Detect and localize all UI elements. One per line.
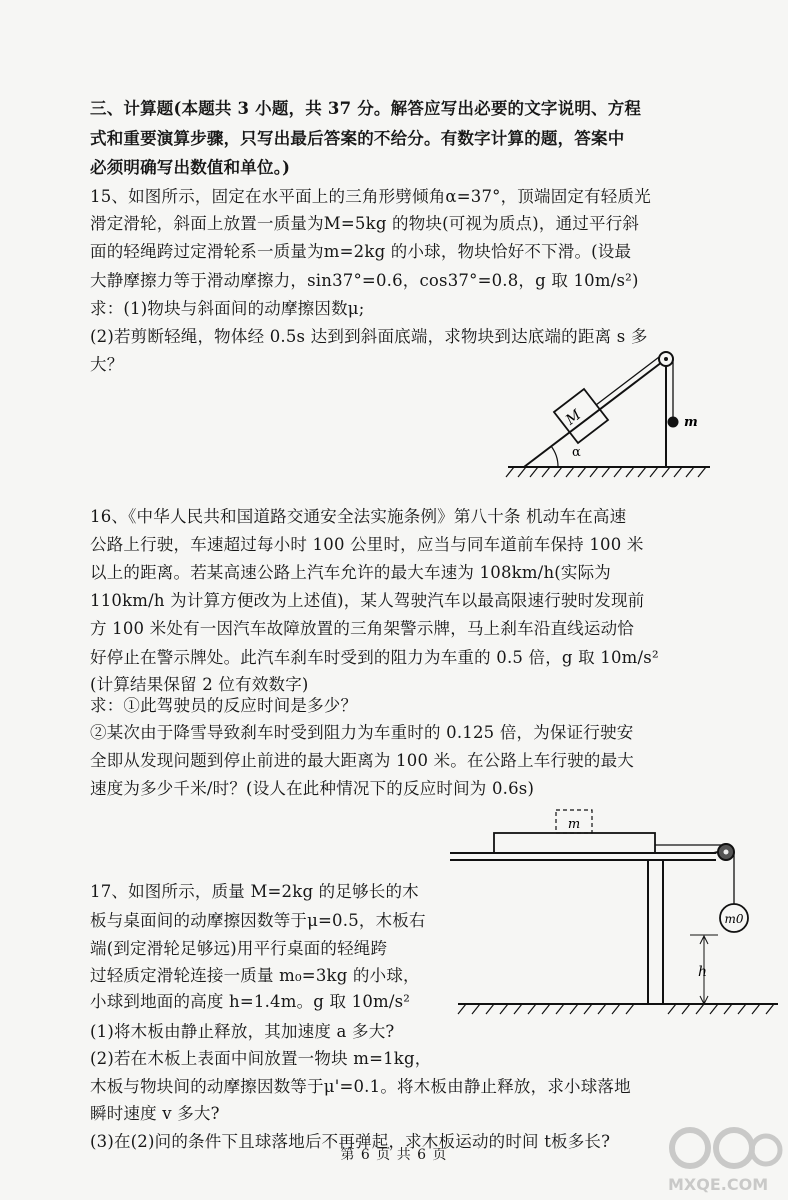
q15-ball-label: m bbox=[684, 415, 698, 430]
watermark-text: MXQE.COM bbox=[668, 1175, 769, 1194]
q17-block-label: m bbox=[567, 817, 581, 832]
q16-line-11: 速度为多少千米/时？(设人在此种情况下的反应时间为 0.6s) bbox=[90, 779, 535, 798]
q16-line-6: 好停止在警示牌处。此汽车刹车时受到的阻力为车重的 0.5 倍，g 取 10m/s² bbox=[90, 648, 659, 667]
watermark-logo bbox=[648, 1122, 784, 1196]
q16-line-5: 方 100 米处有一因汽车故障放置的三角架警示牌，马上刹车沿直线运动恰 bbox=[90, 619, 634, 638]
q17-height-label: h bbox=[698, 964, 708, 980]
q15-line-2: 滑定滑轮，斜面上放置一质量为M=5kg 的物块(可视为质点)，通过平行斜 bbox=[90, 214, 640, 233]
q17-line-9: 瞬时速度 v 多大? bbox=[90, 1104, 220, 1123]
q17-ball-label: m0 bbox=[724, 912, 744, 926]
q15-line-3: 面的轻绳跨过定滑轮系一质量为m=2kg 的小球，物块恰好不下滑。(设最 bbox=[90, 242, 632, 261]
q15-incline-figure bbox=[500, 345, 720, 485]
q15-angle-label: α bbox=[572, 445, 581, 460]
q17-line-8: 木板与物块间的动摩擦因数等于μ'=0.1。将木板由静止释放，求小球落地 bbox=[90, 1077, 631, 1096]
q16-line-10: 全即从发现问题到停止前进的最大距离为 100 米。在公路上车行驶的最大 bbox=[90, 751, 634, 770]
q15-line-5: 求：(1)物块与斜面间的动摩擦因数μ; bbox=[90, 299, 365, 318]
q15-block-label: M bbox=[563, 407, 585, 429]
q15-line-4: 大静摩擦力等于滑动摩擦力，sin37°=0.6，cos37°=0.8，g 取 10m/s²) bbox=[90, 271, 639, 290]
q17-line-2: 板与桌面间的动摩擦因数等于μ=0.5，木板右 bbox=[90, 911, 426, 930]
q16-line-1: 16、《中华人民共和国道路交通安全法实施条例》第八十条 机动车在高速 bbox=[90, 507, 627, 526]
section-heading-line-1: 三、计算题(本题共 3 小题，共 37 分。解答应写出必要的文字说明、方程 bbox=[90, 99, 642, 118]
q17-line-3: 端(到定滑轮足够远)用平行桌面的轻绳跨 bbox=[90, 939, 388, 958]
q15-line-6: (2)若剪断轻绳，物体经 0.5s 达到到斜面底端，求物块到达底端的距离 s 多 bbox=[90, 327, 648, 346]
section-heading-line-2: 式和重要演算步骤，只写出最后答案的不给分。有数字计算的题，答案中 bbox=[90, 129, 625, 148]
q16-line-4: 110km/h 为计算方便改为上述值)，某人驾驶汽车以最高限速行驶时发现前 bbox=[90, 591, 645, 610]
q16-line-7: (计算结果保留 2 位有效数字) bbox=[90, 675, 309, 694]
q17-table-figure bbox=[448, 806, 784, 1024]
page-number: 第 6 页 共 6 页 bbox=[340, 1147, 448, 1163]
q16-line-9: ②某次由于降雪导致刹车时受到阻力为车重时的 0.125 倍，为保证行驶安 bbox=[90, 723, 634, 742]
q15-line-7: 大？ bbox=[90, 355, 124, 374]
q17-line-1: 17、如图所示，质量 M=2kg 的足够长的木 bbox=[90, 882, 419, 901]
q16-line-8: 求：①此驾驶员的反应时间是多少？ bbox=[90, 696, 358, 715]
q17-line-10: (3)在(2)问的条件下且球落地后不再弹起，求木板运动的时间 t板多长? bbox=[90, 1132, 611, 1151]
section-heading-line-3: 必须明确写出数值和单位。) bbox=[90, 158, 291, 177]
q16-line-3: 以上的距离。若某高速公路上汽车允许的最大车速为 108km/h(实际为 bbox=[90, 563, 612, 582]
q17-line-5: 小球到地面的高度 h=1.4m。g 取 10m/s² bbox=[90, 992, 411, 1011]
q15-line-1: 15、如图所示，固定在水平面上的三角形劈倾角α=37°，顶端固定有轻质光 bbox=[90, 187, 651, 206]
q16-line-2: 公路上行驶，车速超过每小时 100 公里时，应当与同车道前车保持 100 米 bbox=[90, 535, 644, 554]
q17-line-4: 过轻质定滑轮连接一质量 m₀=3kg 的小球， bbox=[90, 966, 420, 985]
q17-line-7: (2)若在木板上表面中间放置一物块 m=1kg， bbox=[90, 1049, 432, 1068]
q17-line-6: (1)将木板由静止释放，其加速度 a 多大? bbox=[90, 1022, 395, 1041]
